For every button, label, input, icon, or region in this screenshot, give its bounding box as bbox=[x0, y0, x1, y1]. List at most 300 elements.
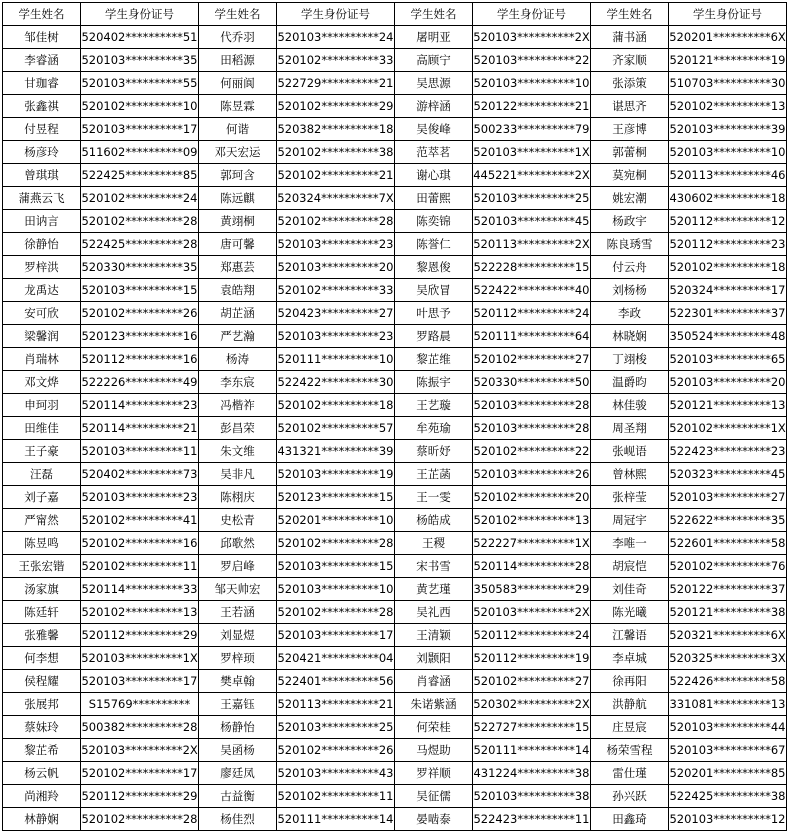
student-name-cell: 何谐 bbox=[199, 118, 277, 141]
student-name-cell: 洪静航 bbox=[591, 693, 669, 716]
student-id-cell: 520112**********12 bbox=[669, 210, 787, 233]
student-name-cell: 杨政宇 bbox=[591, 210, 669, 233]
student-name-cell: 林晓娴 bbox=[591, 325, 669, 348]
student-id-cell: 522426**********58 bbox=[669, 670, 787, 693]
student-name-cell: 廖廷凤 bbox=[199, 762, 277, 785]
student-name-cell: 陈昱鸣 bbox=[3, 532, 81, 555]
student-id-cell: 520321**********6X bbox=[669, 624, 787, 647]
student-name-cell: 袁皓翔 bbox=[199, 279, 277, 302]
student-name-cell: 张雅馨 bbox=[3, 624, 81, 647]
student-name-cell: 雷仕瑾 bbox=[591, 762, 669, 785]
student-id-cell: 520102**********26 bbox=[277, 739, 395, 762]
student-name-cell: 晏啮泰 bbox=[395, 808, 473, 831]
student-name-cell: 范萃茗 bbox=[395, 141, 473, 164]
student-id-cell: 520102**********28 bbox=[277, 532, 395, 555]
student-name-cell: 高顾宁 bbox=[395, 49, 473, 72]
student-id-cell: 520123**********15 bbox=[277, 486, 395, 509]
student-name-cell: 严艺瀚 bbox=[199, 325, 277, 348]
student-id-cell: 511602**********09 bbox=[81, 141, 199, 164]
table-row bbox=[3, 118, 787, 141]
table-body bbox=[3, 26, 787, 831]
student-id-cell: 522422**********40 bbox=[473, 279, 591, 302]
student-name-cell: 张梓莹 bbox=[591, 486, 669, 509]
student-name-cell: 肖瑞林 bbox=[3, 348, 81, 371]
table-row bbox=[3, 762, 787, 785]
student-id-cell: 520114**********33 bbox=[81, 578, 199, 601]
student-name-cell: 邹佳树 bbox=[3, 26, 81, 49]
student-name-cell: 周冠宇 bbox=[591, 509, 669, 532]
header-student-id: 学生身份证号 bbox=[669, 3, 787, 26]
student-id-cell: 520402**********73 bbox=[81, 463, 199, 486]
student-id-cell: 520102**********11 bbox=[81, 555, 199, 578]
student-name-cell: 邓文烨 bbox=[3, 371, 81, 394]
student-name-cell: 陈良琇雪 bbox=[591, 233, 669, 256]
student-id-cell: 520112**********24 bbox=[473, 302, 591, 325]
table-row bbox=[3, 210, 787, 233]
student-id-cell: 520103**********39 bbox=[669, 118, 787, 141]
student-name-cell: 罗梓洪 bbox=[3, 256, 81, 279]
table-row bbox=[3, 371, 787, 394]
student-id-cell: 520103**********2X bbox=[473, 601, 591, 624]
student-id-cell: 520324**********17 bbox=[669, 279, 787, 302]
student-name-cell: 张展邦 bbox=[3, 693, 81, 716]
student-name-cell: 丁翊梭 bbox=[591, 348, 669, 371]
table-row bbox=[3, 463, 787, 486]
student-name-cell: 罗梓顼 bbox=[199, 647, 277, 670]
student-id-cell: 520102**********28 bbox=[81, 210, 199, 233]
student-name-cell: 吴思源 bbox=[395, 72, 473, 95]
student-name-cell: 陈光曦 bbox=[591, 601, 669, 624]
student-id-cell: 430602**********18 bbox=[669, 187, 787, 210]
table-row bbox=[3, 601, 787, 624]
student-id-cell: 520112**********16 bbox=[81, 348, 199, 371]
student-name-cell: 龙禹达 bbox=[3, 279, 81, 302]
student-id-cell: 445221**********2X bbox=[473, 164, 591, 187]
student-id-cell: 520103**********25 bbox=[473, 187, 591, 210]
student-id-cell: 520103**********11 bbox=[81, 440, 199, 463]
student-name-cell: 郭珂含 bbox=[199, 164, 277, 187]
student-id-cell: 520114**********21 bbox=[81, 417, 199, 440]
student-id-cell: 520103**********28 bbox=[473, 394, 591, 417]
student-id-cell: 520103**********1X bbox=[81, 647, 199, 670]
student-id-cell: 522227**********1X bbox=[473, 532, 591, 555]
student-name-cell: 王清颖 bbox=[395, 624, 473, 647]
student-name-cell: 罗路晨 bbox=[395, 325, 473, 348]
student-id-cell: 520102**********29 bbox=[277, 95, 395, 118]
student-id-cell: 522422**********30 bbox=[277, 371, 395, 394]
student-id-cell: 520103**********20 bbox=[277, 256, 395, 279]
student-id-cell: 520112**********29 bbox=[81, 785, 199, 808]
student-id-cell: 520103**********23 bbox=[81, 486, 199, 509]
table-row bbox=[3, 302, 787, 325]
student-name-cell: 游梓涵 bbox=[395, 95, 473, 118]
student-name-cell: 曾琪琪 bbox=[3, 164, 81, 187]
student-id-cell: 520103**********65 bbox=[669, 348, 787, 371]
student-id-cell: 520112**********19 bbox=[473, 647, 591, 670]
student-name-cell: 邓天宏运 bbox=[199, 141, 277, 164]
student-id-cell: 520423**********27 bbox=[277, 302, 395, 325]
student-id-cell: 520102**********76 bbox=[669, 555, 787, 578]
student-id-cell: 520121**********19 bbox=[669, 49, 787, 72]
table-row bbox=[3, 486, 787, 509]
student-name-cell: 张鑫祺 bbox=[3, 95, 81, 118]
student-id-cell: 520102**********33 bbox=[277, 49, 395, 72]
table-row bbox=[3, 72, 787, 95]
student-id-cell: 522401**********56 bbox=[277, 670, 395, 693]
student-id-cell: 520102**********13 bbox=[669, 95, 787, 118]
student-id-cell: 520103**********17 bbox=[81, 118, 199, 141]
student-id-cell: 520112**********29 bbox=[81, 624, 199, 647]
student-name-cell: 侯程耀 bbox=[3, 670, 81, 693]
student-name-cell: 林静娴 bbox=[3, 808, 81, 831]
student-id-cell: 520102**********21 bbox=[277, 164, 395, 187]
student-id-cell: 522727**********15 bbox=[473, 716, 591, 739]
student-id-cell: 520111**********14 bbox=[277, 808, 395, 831]
student-id-cell: 520114**********28 bbox=[473, 555, 591, 578]
student-name-cell: 陈远麒 bbox=[199, 187, 277, 210]
header-student-id: 学生身份证号 bbox=[81, 3, 199, 26]
table-header-row bbox=[3, 3, 787, 26]
student-name-cell: 安可欣 bbox=[3, 302, 81, 325]
student-name-cell: 代乔羽 bbox=[199, 26, 277, 49]
table-row bbox=[3, 785, 787, 808]
student-id-cell: 520102**********28 bbox=[277, 601, 395, 624]
student-id-cell: 520103**********43 bbox=[277, 762, 395, 785]
table-row bbox=[3, 95, 787, 118]
student-id-cell: 520302**********2X bbox=[473, 693, 591, 716]
student-id-cell: 520103**********20 bbox=[669, 371, 787, 394]
student-id-cell: 520323**********45 bbox=[669, 463, 787, 486]
student-id-cell: 520113**********46 bbox=[669, 164, 787, 187]
student-name-cell: 田蕾熙 bbox=[395, 187, 473, 210]
student-id-cell: 350524**********48 bbox=[669, 325, 787, 348]
student-id-cell: 520103**********25 bbox=[277, 716, 395, 739]
table-row bbox=[3, 739, 787, 762]
student-id-cell: 520330**********35 bbox=[81, 256, 199, 279]
student-name-cell: 朱文维 bbox=[199, 440, 277, 463]
student-id-cell: 520111**********10 bbox=[277, 348, 395, 371]
student-id-cell: 350583**********29 bbox=[473, 578, 591, 601]
student-name-cell: 王芷菡 bbox=[395, 463, 473, 486]
student-name-cell: 杨云帆 bbox=[3, 762, 81, 785]
student-name-cell: 吴欣冒 bbox=[395, 279, 473, 302]
student-name-cell: 陈奕锦 bbox=[395, 210, 473, 233]
table-row bbox=[3, 187, 787, 210]
student-name-cell: 姚宏潮 bbox=[591, 187, 669, 210]
student-name-cell: 陈廷轩 bbox=[3, 601, 81, 624]
student-name-cell: 王彦博 bbox=[591, 118, 669, 141]
student-name-cell: 李睿涵 bbox=[3, 49, 81, 72]
student-id-cell: 520103**********22 bbox=[473, 49, 591, 72]
student-name-cell: 吴征儒 bbox=[395, 785, 473, 808]
table-row bbox=[3, 647, 787, 670]
student-name-cell: 彭昌荣 bbox=[199, 417, 277, 440]
student-name-cell: 严甯然 bbox=[3, 509, 81, 532]
student-name-cell: 田讷言 bbox=[3, 210, 81, 233]
student-id-cell: 520103**********12 bbox=[669, 808, 787, 831]
student-name-cell: 王艺璇 bbox=[395, 394, 473, 417]
student-id-cell: 520103**********2X bbox=[473, 26, 591, 49]
student-id-cell: 520103**********44 bbox=[669, 716, 787, 739]
student-id-cell: 520103**********27 bbox=[669, 486, 787, 509]
student-name-cell: 谌思齐 bbox=[591, 95, 669, 118]
student-name-cell: 江馨语 bbox=[591, 624, 669, 647]
student-id-cell: 520103**********15 bbox=[81, 279, 199, 302]
student-id-cell: 520103**********28 bbox=[473, 417, 591, 440]
student-name-cell: 王张宏锴 bbox=[3, 555, 81, 578]
student-name-cell: 胡宸恺 bbox=[591, 555, 669, 578]
student-name-cell: 李东宸 bbox=[199, 371, 277, 394]
student-name-cell: 田维佳 bbox=[3, 417, 81, 440]
student-name-cell: 郭蕾桐 bbox=[591, 141, 669, 164]
student-id-cell: 520103**********23 bbox=[277, 233, 395, 256]
table-row bbox=[3, 279, 787, 302]
student-name-cell: 古益衡 bbox=[199, 785, 277, 808]
table-row bbox=[3, 578, 787, 601]
student-id-cell: 522729**********21 bbox=[277, 72, 395, 95]
student-id-cell: 520103**********17 bbox=[81, 670, 199, 693]
student-name-cell: 樊卓翰 bbox=[199, 670, 277, 693]
student-id-cell: 520111**********64 bbox=[473, 325, 591, 348]
student-id-cell: 520121**********13 bbox=[669, 394, 787, 417]
student-name-cell: 陈誉仁 bbox=[395, 233, 473, 256]
student-name-cell: 申珂羽 bbox=[3, 394, 81, 417]
table-row bbox=[3, 417, 787, 440]
student-id-cell: 520201**********6X bbox=[669, 26, 787, 49]
student-name-cell: 庄昱宸 bbox=[591, 716, 669, 739]
student-name-cell: 李卓城 bbox=[591, 647, 669, 670]
student-name-cell: 吴礼西 bbox=[395, 601, 473, 624]
student-name-cell: 罗祥顺 bbox=[395, 762, 473, 785]
student-name-cell: 蒲燕云飞 bbox=[3, 187, 81, 210]
student-id-cell: 520102**********16 bbox=[81, 532, 199, 555]
table-row bbox=[3, 325, 787, 348]
student-id-cell: 520103**********10 bbox=[473, 72, 591, 95]
table-row bbox=[3, 233, 787, 256]
student-id-cell: 522423**********23 bbox=[669, 440, 787, 463]
student-id-cell: 520112**********23 bbox=[669, 233, 787, 256]
student-id-cell: 500382**********28 bbox=[81, 716, 199, 739]
student-id-cell: 520102**********26 bbox=[81, 302, 199, 325]
student-id-cell: 520103**********23 bbox=[277, 325, 395, 348]
student-name-cell: 梁馨润 bbox=[3, 325, 81, 348]
student-name-cell: 曾林熙 bbox=[591, 463, 669, 486]
student-id-cell: 520103**********45 bbox=[473, 210, 591, 233]
student-id-cell: 522601**********58 bbox=[669, 532, 787, 555]
student-id-cell: 520201**********85 bbox=[669, 762, 787, 785]
student-name-cell: 杨佳烈 bbox=[199, 808, 277, 831]
student-name-cell: 陈栩庆 bbox=[199, 486, 277, 509]
student-name-cell: 朱诺紫涵 bbox=[395, 693, 473, 716]
student-name-cell: 黄艺瑾 bbox=[395, 578, 473, 601]
table-row bbox=[3, 394, 787, 417]
student-name-cell: 李唯一 bbox=[591, 532, 669, 555]
student-id-cell: 520103**********15 bbox=[277, 555, 395, 578]
table-row bbox=[3, 26, 787, 49]
student-id-cell: 520102**********1X bbox=[669, 417, 787, 440]
student-name-cell: 蔡昕妤 bbox=[395, 440, 473, 463]
student-name-cell: 王稷 bbox=[395, 532, 473, 555]
student-id-cell: 520103**********10 bbox=[669, 141, 787, 164]
student-id-cell: 520102**********57 bbox=[277, 417, 395, 440]
student-id-cell: 520103**********2X bbox=[81, 739, 199, 762]
student-name-cell: 冯楷祚 bbox=[199, 394, 277, 417]
table-row bbox=[3, 716, 787, 739]
student-id-cell: 520103**********17 bbox=[277, 624, 395, 647]
student-id-cell: 520122**********37 bbox=[669, 578, 787, 601]
student-name-cell: 马煜助 bbox=[395, 739, 473, 762]
student-id-cell: 500233**********79 bbox=[473, 118, 591, 141]
student-name-cell: 吴非凡 bbox=[199, 463, 277, 486]
student-name-cell: 尚湘羚 bbox=[3, 785, 81, 808]
student-id-cell: 520102**********17 bbox=[81, 762, 199, 785]
student-id-cell: 520102**********27 bbox=[473, 670, 591, 693]
student-name-cell: 牟苑瑜 bbox=[395, 417, 473, 440]
student-name-cell: 蒲书涵 bbox=[591, 26, 669, 49]
table-row bbox=[3, 440, 787, 463]
student-id-cell: 522425**********38 bbox=[669, 785, 787, 808]
student-id-cell: 520102**********28 bbox=[81, 808, 199, 831]
student-name-cell: 刘颢阳 bbox=[395, 647, 473, 670]
student-name-cell: 蔡妹玲 bbox=[3, 716, 81, 739]
student-name-cell: 付昱程 bbox=[3, 118, 81, 141]
student-id-cell: 331081**********13 bbox=[669, 693, 787, 716]
student-id-cell: 520123**********16 bbox=[81, 325, 199, 348]
student-name-cell: 黎芷维 bbox=[395, 348, 473, 371]
header-student-name: 学生姓名 bbox=[199, 3, 277, 26]
header-student-id: 学生身份证号 bbox=[473, 3, 591, 26]
student-id-cell: S15769********** bbox=[81, 693, 199, 716]
student-id-cell: 520421**********04 bbox=[277, 647, 395, 670]
student-name-cell: 杨涛 bbox=[199, 348, 277, 371]
student-name-cell: 陈振宇 bbox=[395, 371, 473, 394]
student-id-cell: 522423**********11 bbox=[473, 808, 591, 831]
student-id-cell: 520111**********14 bbox=[473, 739, 591, 762]
student-name-cell: 罗启峰 bbox=[199, 555, 277, 578]
student-roster-table bbox=[2, 2, 787, 831]
student-name-cell: 何李想 bbox=[3, 647, 81, 670]
student-name-cell: 史松青 bbox=[199, 509, 277, 532]
student-name-cell: 谢心琪 bbox=[395, 164, 473, 187]
student-name-cell: 陈昱霖 bbox=[199, 95, 277, 118]
student-name-cell: 付云舟 bbox=[591, 256, 669, 279]
student-name-cell: 唐可馨 bbox=[199, 233, 277, 256]
header-student-name: 学生姓名 bbox=[395, 3, 473, 26]
student-id-cell: 520121**********38 bbox=[669, 601, 787, 624]
student-id-cell: 520102**********41 bbox=[81, 509, 199, 532]
table-row bbox=[3, 49, 787, 72]
student-name-cell: 宋书雪 bbox=[395, 555, 473, 578]
header-student-id: 学生身份证号 bbox=[277, 3, 395, 26]
student-id-cell: 520325**********3X bbox=[669, 647, 787, 670]
student-name-cell: 黎恩俊 bbox=[395, 256, 473, 279]
student-name-cell: 汤家旗 bbox=[3, 578, 81, 601]
student-id-cell: 522425**********28 bbox=[81, 233, 199, 256]
student-name-cell: 胡芷涵 bbox=[199, 302, 277, 325]
student-id-cell: 520103**********67 bbox=[669, 739, 787, 762]
student-id-cell: 520102**********18 bbox=[277, 394, 395, 417]
student-name-cell: 叶思予 bbox=[395, 302, 473, 325]
table-row bbox=[3, 624, 787, 647]
student-id-cell: 522301**********37 bbox=[669, 302, 787, 325]
student-name-cell: 刘杨杨 bbox=[591, 279, 669, 302]
student-name-cell: 吴函杨 bbox=[199, 739, 277, 762]
student-name-cell: 徐静怡 bbox=[3, 233, 81, 256]
student-name-cell: 邹天帅宏 bbox=[199, 578, 277, 601]
student-id-cell: 431224**********38 bbox=[473, 762, 591, 785]
student-name-cell: 甘珈睿 bbox=[3, 72, 81, 95]
student-id-cell: 520112**********24 bbox=[473, 624, 591, 647]
header-student-name: 学生姓名 bbox=[591, 3, 669, 26]
student-id-cell: 520122**********21 bbox=[473, 95, 591, 118]
table-row bbox=[3, 164, 787, 187]
student-name-cell: 杨皓成 bbox=[395, 509, 473, 532]
student-name-cell: 徐再阳 bbox=[591, 670, 669, 693]
student-id-cell: 520113**********21 bbox=[277, 693, 395, 716]
student-name-cell: 莫宛桐 bbox=[591, 164, 669, 187]
student-id-cell: 520102**********33 bbox=[277, 279, 395, 302]
student-id-cell: 520102**********13 bbox=[81, 601, 199, 624]
student-name-cell: 张添策 bbox=[591, 72, 669, 95]
table-row bbox=[3, 348, 787, 371]
student-name-cell: 何荣桂 bbox=[395, 716, 473, 739]
student-name-cell: 吴俊峰 bbox=[395, 118, 473, 141]
student-id-cell: 520102**********27 bbox=[473, 348, 591, 371]
student-id-cell: 520102**********18 bbox=[669, 256, 787, 279]
student-id-cell: 520103**********19 bbox=[277, 463, 395, 486]
student-id-cell: 520402**********51 bbox=[81, 26, 199, 49]
student-name-cell: 杨静怡 bbox=[199, 716, 277, 739]
student-name-cell: 杨荣雪程 bbox=[591, 739, 669, 762]
student-id-cell: 520102**********20 bbox=[473, 486, 591, 509]
student-id-cell: 520102**********38 bbox=[277, 141, 395, 164]
table-row bbox=[3, 670, 787, 693]
student-name-cell: 何丽阆 bbox=[199, 72, 277, 95]
student-id-cell: 520113**********2X bbox=[473, 233, 591, 256]
student-id-cell: 520102**********13 bbox=[473, 509, 591, 532]
student-id-cell: 520103**********1X bbox=[473, 141, 591, 164]
student-name-cell: 周圣翔 bbox=[591, 417, 669, 440]
student-name-cell: 邱歌然 bbox=[199, 532, 277, 555]
student-name-cell: 肖睿涵 bbox=[395, 670, 473, 693]
student-name-cell: 林佳骏 bbox=[591, 394, 669, 417]
table-row bbox=[3, 532, 787, 555]
student-id-cell: 522228**********15 bbox=[473, 256, 591, 279]
student-id-cell: 520324**********7X bbox=[277, 187, 395, 210]
student-id-cell: 522622**********35 bbox=[669, 509, 787, 532]
student-id-cell: 510703**********30 bbox=[669, 72, 787, 95]
table-row bbox=[3, 808, 787, 831]
student-name-cell: 刘佳奇 bbox=[591, 578, 669, 601]
student-id-cell: 431321**********39 bbox=[277, 440, 395, 463]
student-name-cell: 王一雯 bbox=[395, 486, 473, 509]
student-name-cell: 屠明亚 bbox=[395, 26, 473, 49]
student-id-cell: 520102**********24 bbox=[81, 187, 199, 210]
student-id-cell: 520103**********24 bbox=[277, 26, 395, 49]
student-id-cell: 520103**********10 bbox=[277, 578, 395, 601]
table-row bbox=[3, 693, 787, 716]
student-id-cell: 522425**********85 bbox=[81, 164, 199, 187]
student-name-cell: 王若涵 bbox=[199, 601, 277, 624]
student-name-cell: 刘显煜 bbox=[199, 624, 277, 647]
student-id-cell: 520103**********26 bbox=[473, 463, 591, 486]
student-id-cell: 520102**********10 bbox=[81, 95, 199, 118]
student-name-cell: 田鑫琦 bbox=[591, 808, 669, 831]
student-name-cell: 孙兴跃 bbox=[591, 785, 669, 808]
student-id-cell: 520330**********50 bbox=[473, 371, 591, 394]
student-name-cell: 李政 bbox=[591, 302, 669, 325]
student-id-cell: 520114**********23 bbox=[81, 394, 199, 417]
